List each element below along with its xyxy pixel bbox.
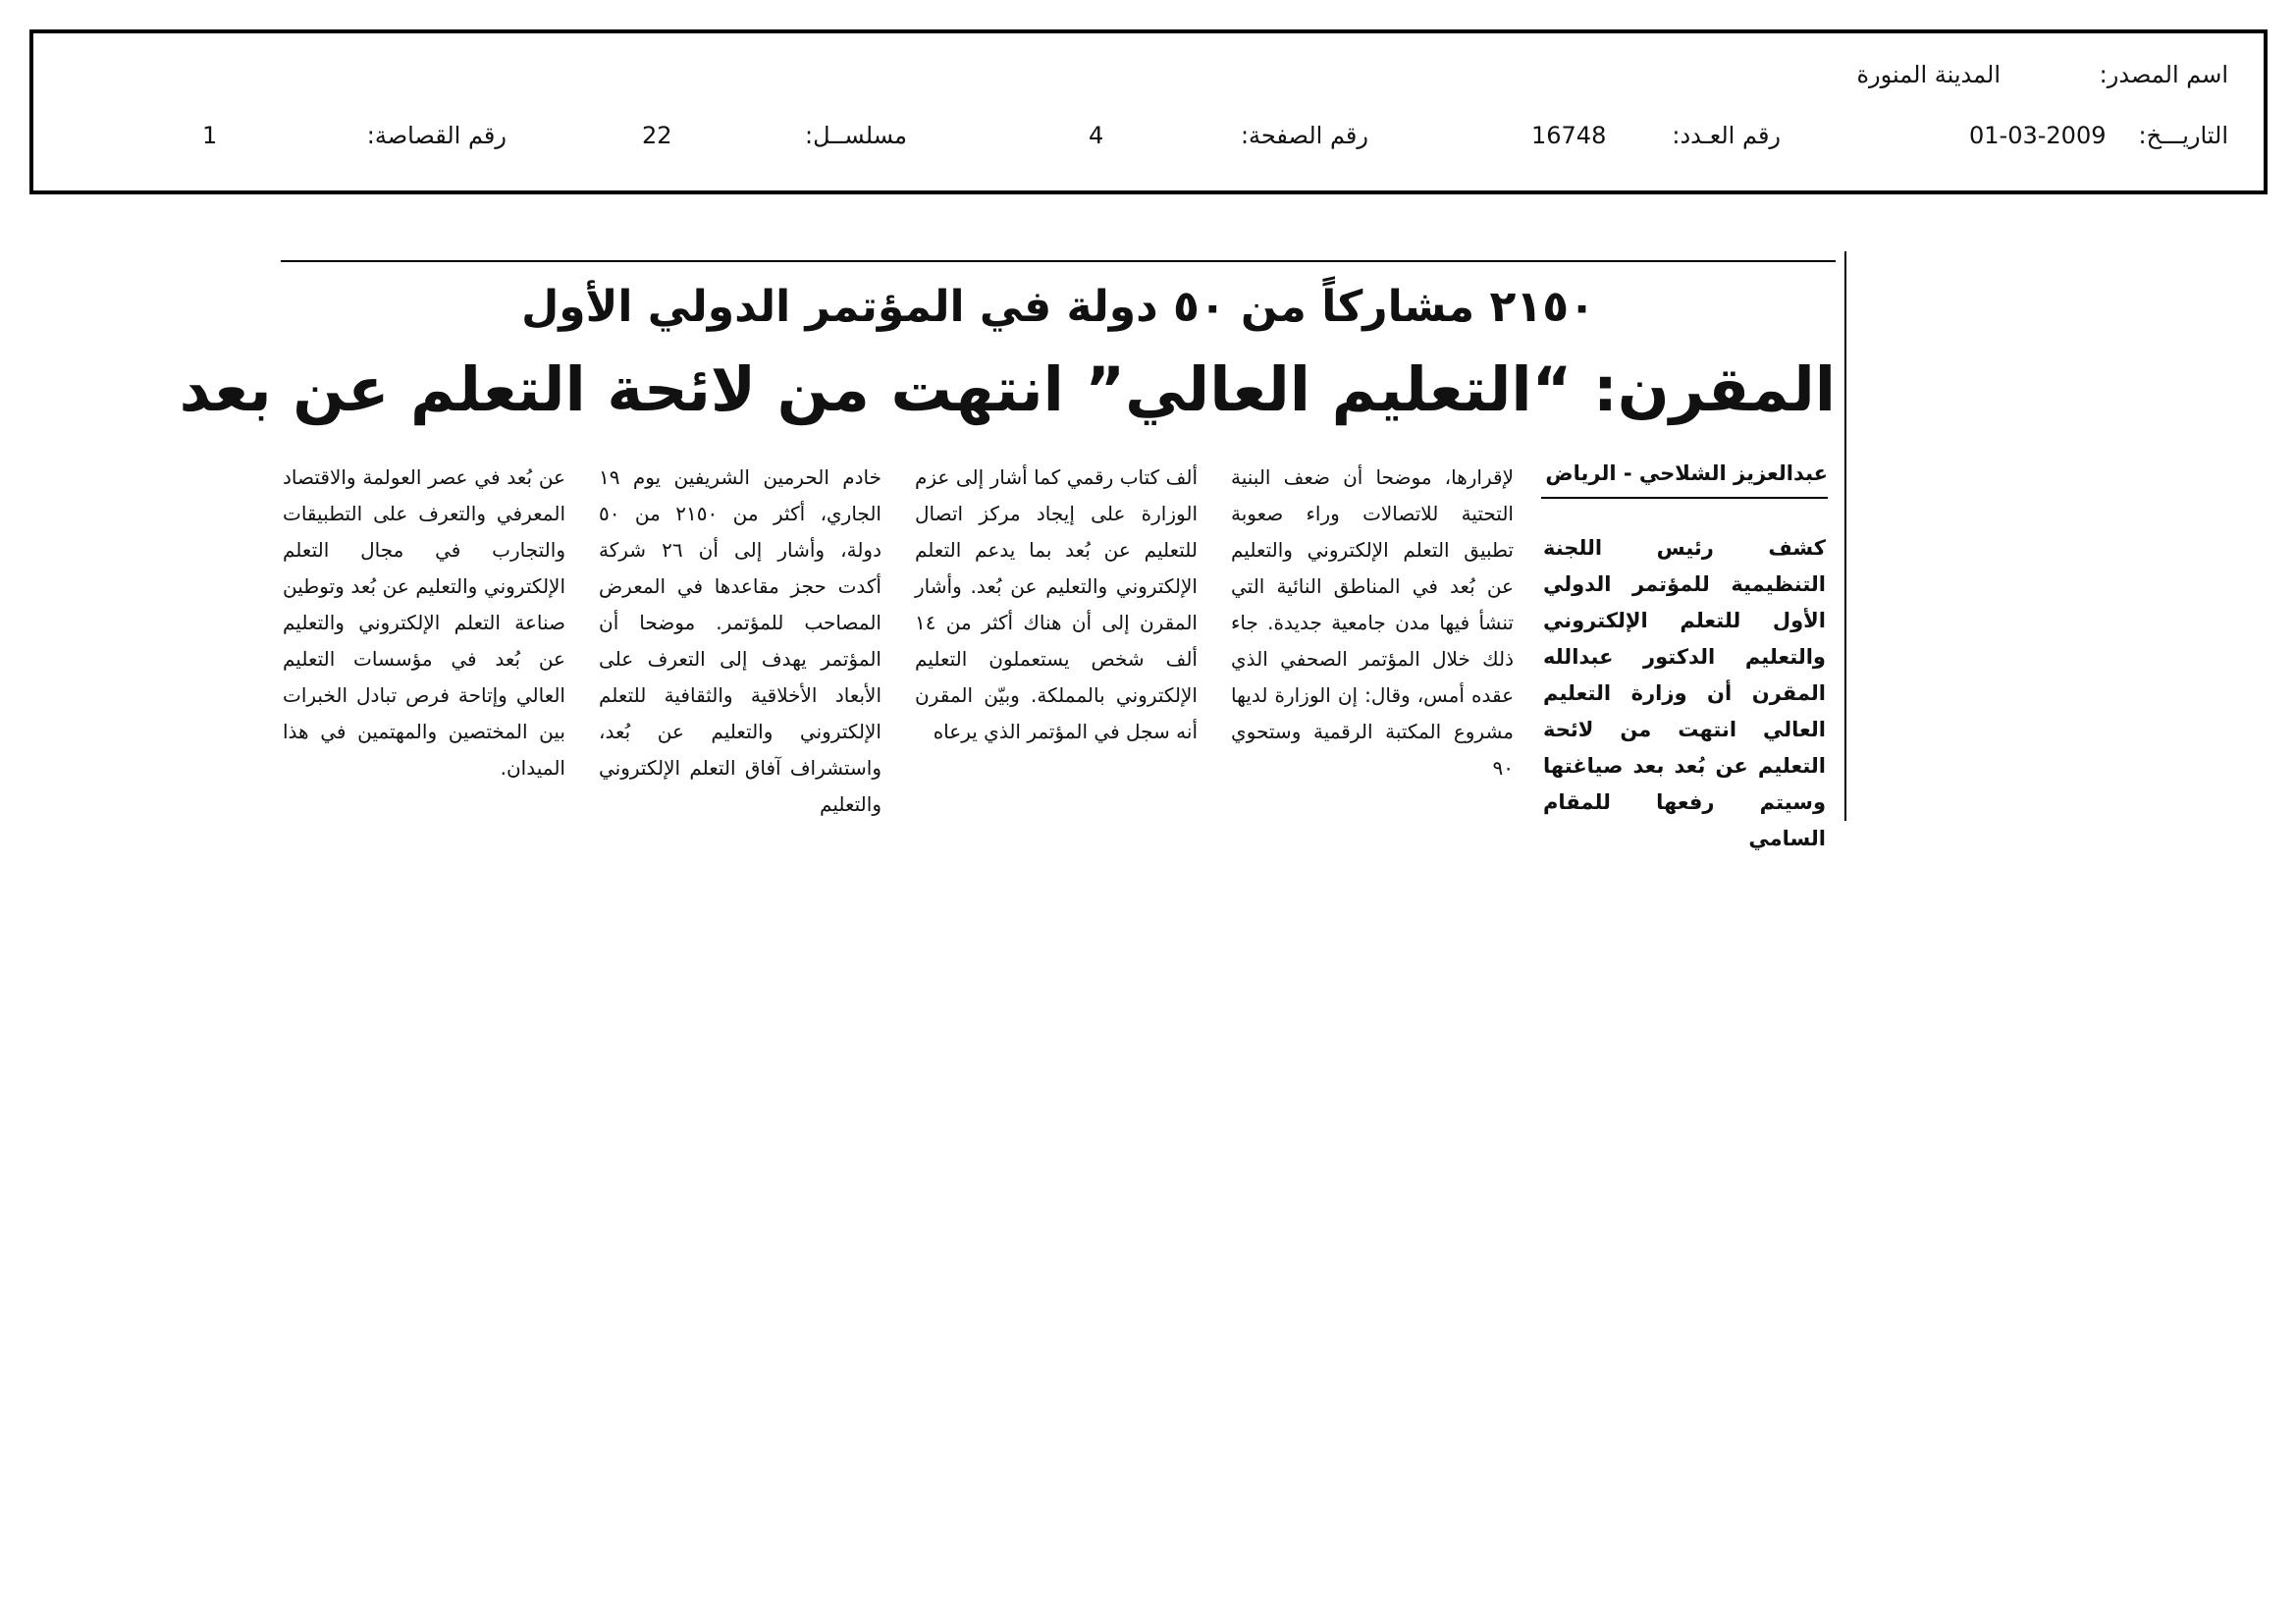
article-column-text: كشف رئيس اللجنة التنظيمية للمؤتمر الدولي الأول للتعلم الإلكتروني والتعليم الدكتور عبدالله المقرن أن وزارة التعليم العالي انتهت من لائحة التعليم عن بُعد بعد صياغتها وسيتم رفعها للمقام السامي [1543,536,1826,850]
article-headline: المقرن: “التعليم العالي” انتهت من لائحة التعلم عن بعد [179,353,1836,425]
clip-number-value: 1 [202,122,218,149]
article-column-text: خادم الحرمين الشريفين يوم ١٩ الجاري، أكثر من ٢١٥٠ من ٥٠ دولة، وأشار إلى أن ٢٦ شركة أكدت حجز مقاعدها في المعرض المصاحب للمؤتمر. موضحا أن المؤتمر يهدف إلى التعرف على الأبعاد الأخلاقية والثقافية للتعلم الإلكتروني والتعليم عن بُعد، واستشراف آفاق التعلم الإلكتروني والتعليم [599,465,881,816]
article-column-1 [1543,530,1826,850]
date-value: 01-03-2009 [1969,122,2107,149]
page-label: رقم الصفحة: [1240,122,1368,149]
page-value: 4 [1089,122,1104,149]
article-column-5 [283,460,565,833]
article-column-text: ألف كتاب رقمي كما أشار إلى عزم الوزارة على إيجاد مركز اتصال للتعليم عن بُعد بما يدعم التعلم الإلكتروني والتعليم عن بُعد. وأشار المقرن إلى أن هناك أكثر من ١٤ ألف شخص يستعملون التعليم الإلكتروني بالمملكة. وبيّن المقرن أنه سجل في المؤتمر الذي يرعاه [915,465,1198,743]
article-column-text: عن بُعد في عصر العولمة والاقتصاد المعرفي والتعرف على التطبيقات والتجارب في مجال التعلم الإلكتروني والتعليم عن بُعد وتوطين صناعة التعلم الإلكتروني والتعليم عن بُعد في مؤسسات التعليم العالي وإتاحة فرص تبادل الخبرات بين المختصين والمهتمين في هذا الميدان. [283,465,565,780]
serial-value: 22 [642,122,672,149]
clipping-metadata-box [29,29,2268,194]
article-byline: عبدالعزيز الشلاحي - الرياض [1545,461,1828,485]
serial-label: مسلســل: [805,122,907,149]
article-column-3 [915,460,1198,833]
article-column-2 [1231,460,1514,833]
article-column-text: لإقرارها، موضحا أن ضعف البنية التحتية للاتصالات وراء صعوبة تطبيق التعلم الإلكتروني والتعليم عن بُعد في المناطق النائية التي تنشأ فيها مدن جامعية جديدة. جاء ذلك خلال المؤتمر الصحفي الذي عقده أمس، وقال: إن الوزارة لديها مشروع المكتبة الرقمية وستحوي ٩٠ [1231,465,1514,780]
issue-value: 16748 [1531,122,1607,149]
source-label: اسم المصدر: [2099,61,2228,88]
source-value: المدينة المنورة [1856,61,2001,88]
issue-label: رقم العـدد: [1672,122,1781,149]
date-label: التاريـــخ: [2138,122,2228,149]
clipping-top-rule [281,260,1836,262]
clip-number-label: رقم القصاصة: [366,122,507,149]
clipping-side-rule [1844,251,1846,821]
article-column-4 [599,460,881,833]
byline-rule [1541,497,1828,499]
article-subheadline: ٢١٥٠ مشاركاً من ٥٠ دولة في المؤتمر الدولي الأول [521,282,1595,332]
